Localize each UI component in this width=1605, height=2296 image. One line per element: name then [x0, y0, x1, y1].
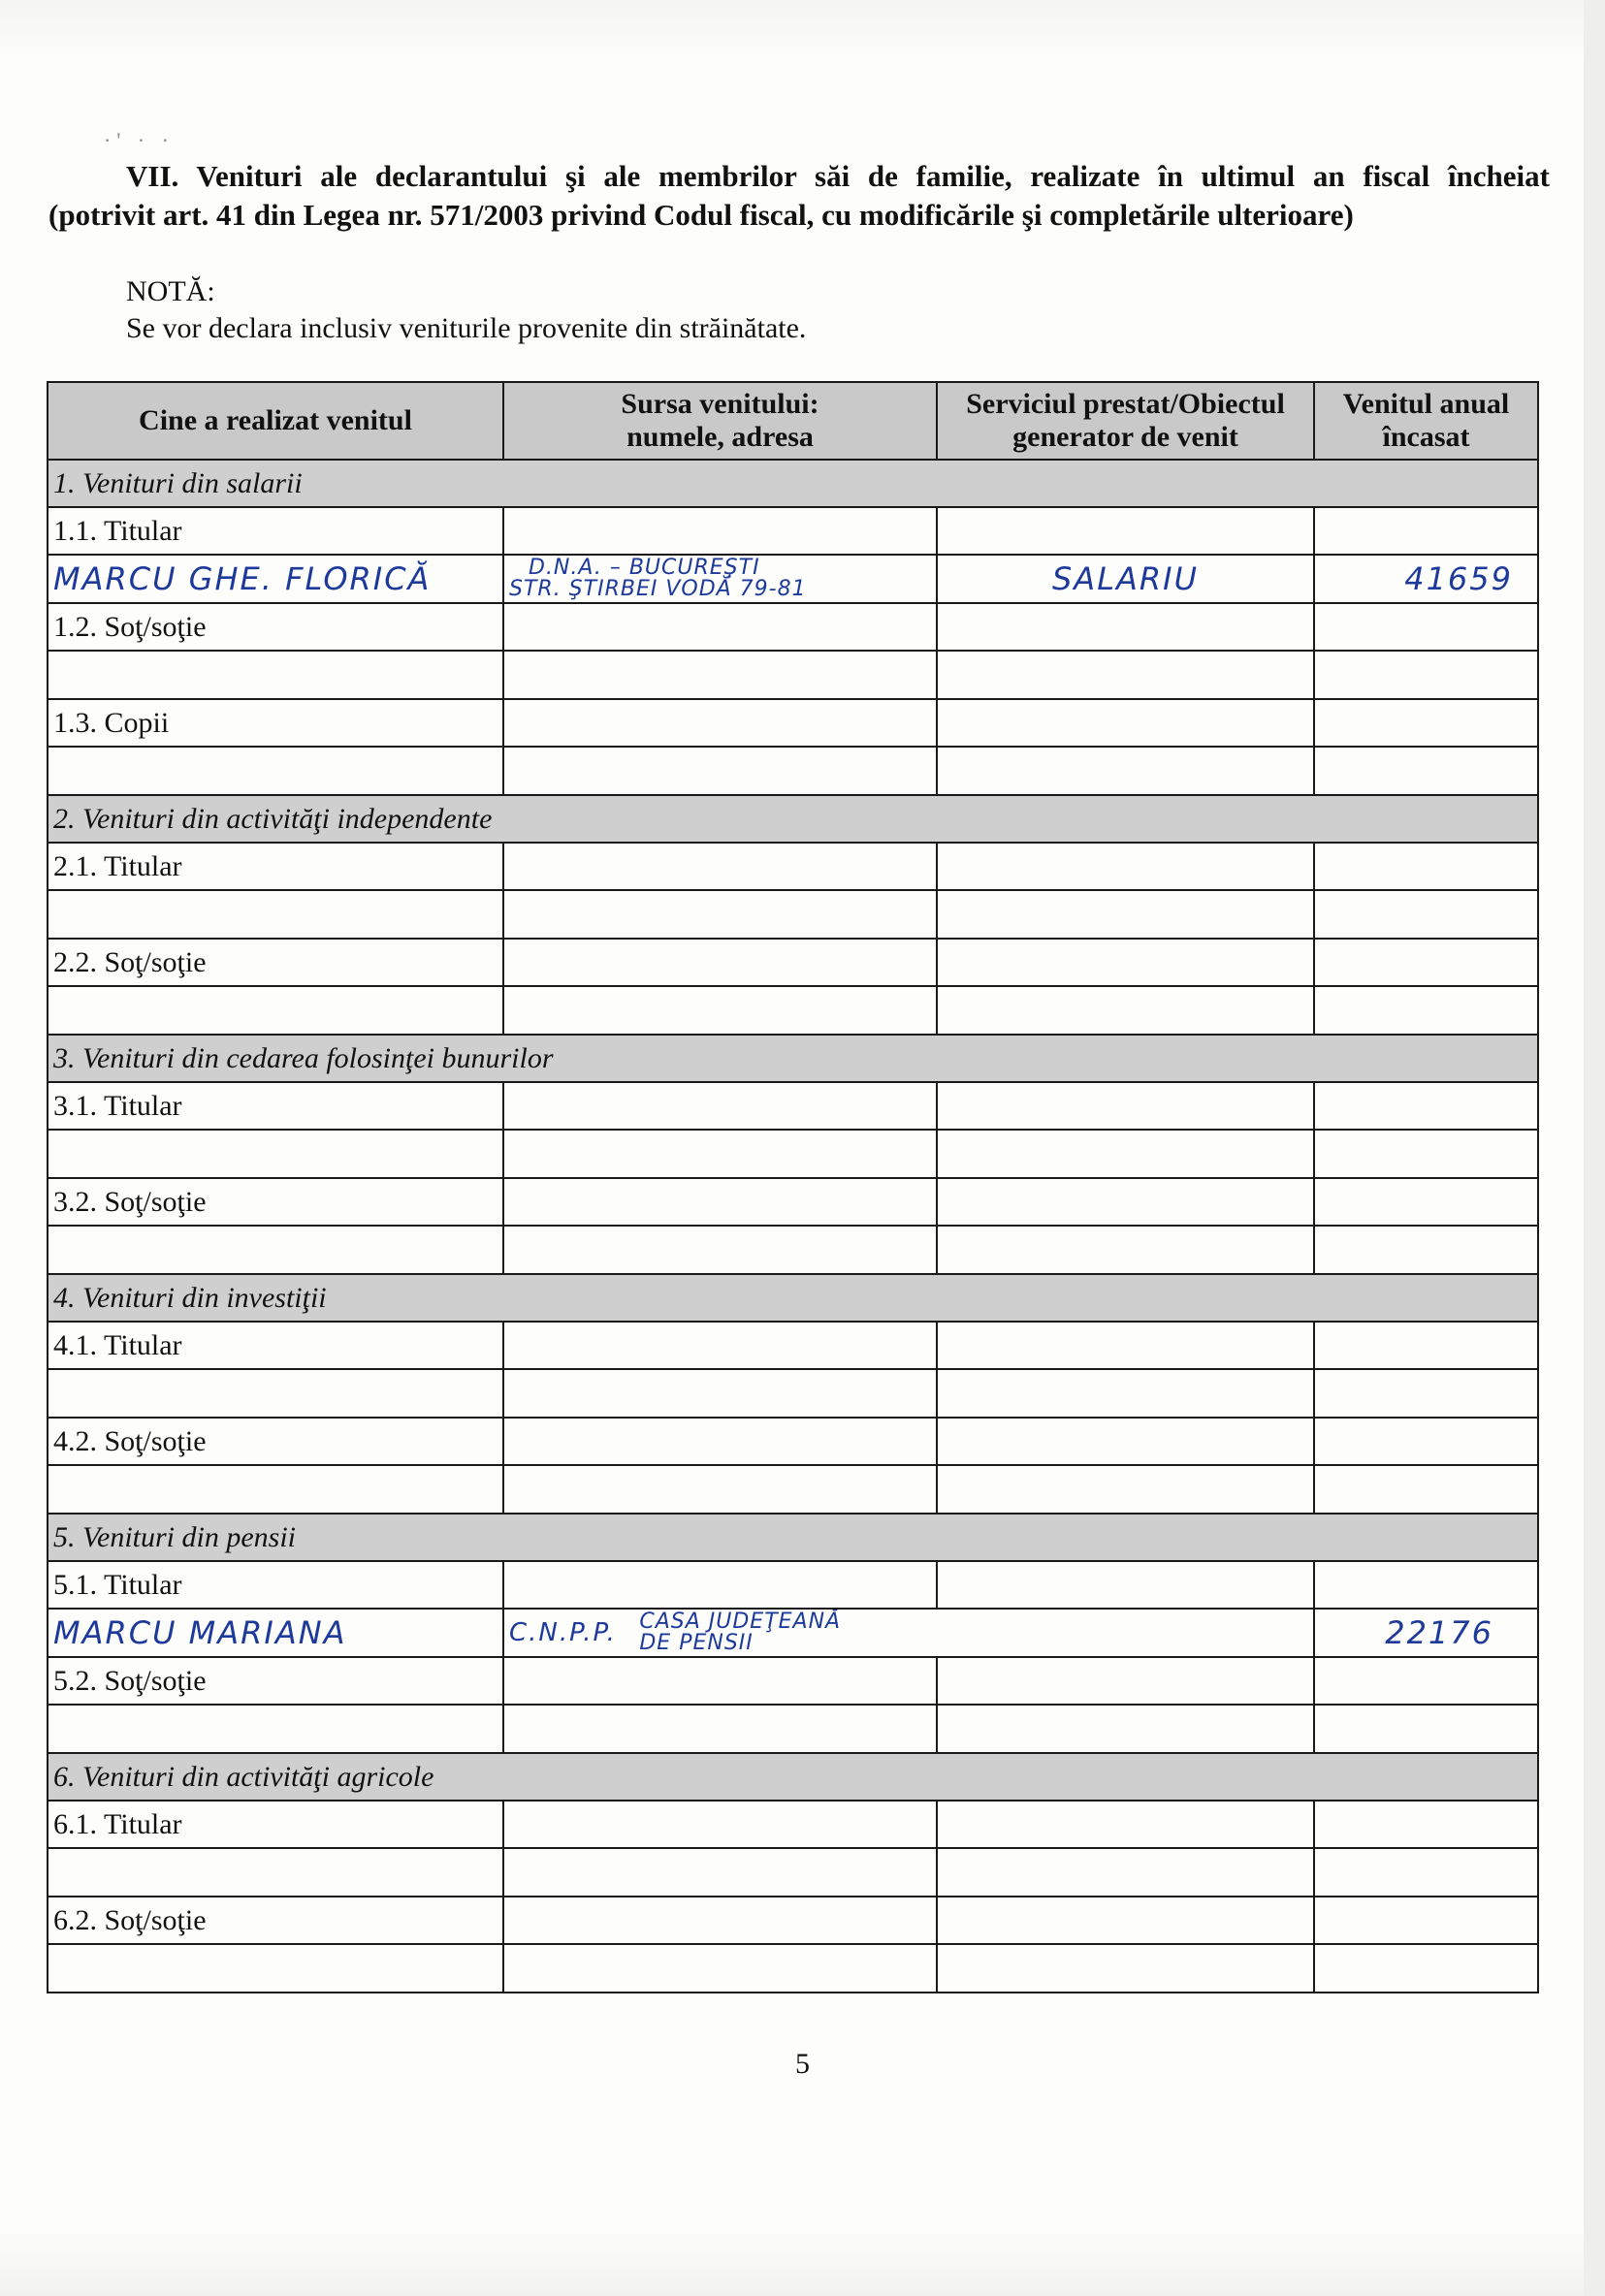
row-label: 5.2. Soţ/soţie — [48, 1657, 503, 1705]
table-row — [48, 507, 1538, 555]
table-row — [48, 1657, 1538, 1705]
table-row — [48, 1848, 1538, 1897]
table-row — [48, 651, 1538, 699]
table-row — [48, 1226, 1538, 1274]
table-header — [48, 382, 1538, 460]
pension-source: C.N.P.P. CASA JUDEŢEANĂ DE PENSII — [503, 1609, 1314, 1657]
row-label: 2.1. Titular — [48, 843, 503, 890]
header-who: Cine a realizat venitul — [48, 382, 503, 460]
page-number: 5 — [795, 2048, 810, 2080]
scan-edge — [1584, 0, 1605, 2296]
table-row — [48, 1178, 1538, 1226]
section-row — [48, 1514, 1538, 1561]
scan-speck: ·' · · — [104, 128, 175, 152]
section-label: 6. Venituri din activităţi agricole — [48, 1753, 1538, 1801]
section-label: 5. Venituri din pensii — [48, 1514, 1538, 1561]
section-label: 2. Venituri din activităţi independente — [48, 795, 1538, 843]
salary-who: MARCU GHE. FLORICĂ — [48, 555, 503, 603]
table-row — [48, 1465, 1538, 1514]
table-row — [48, 1418, 1538, 1465]
table-row — [48, 939, 1538, 986]
entry-row-salary — [48, 555, 1538, 603]
table-row — [48, 1561, 1538, 1609]
table-row — [48, 1897, 1538, 1944]
header-source: Sursa venitului: numele, adresa — [503, 382, 937, 460]
row-label: 6.2. Soţ/soţie — [48, 1897, 503, 1944]
row-label: 4.2. Soţ/soţie — [48, 1418, 503, 1465]
row-label: 4.1. Titular — [48, 1322, 503, 1369]
section-label: 3. Venituri din cedarea folosinţei bunurilor — [48, 1035, 1538, 1082]
header-amount: Venitul anual încasat — [1314, 382, 1538, 460]
salary-source: D.N.A. – BUCUREŞTI STR. ŞTIRBEI VODĂ 79-81 — [503, 555, 937, 603]
heading-line-1: VII. Venituri ale declarantului şi ale membrilor săi de familie, realizate în ultimul an fiscal încheiat — [126, 159, 1550, 193]
table-row — [48, 1944, 1538, 1993]
row-label: 1.2. Soţ/soţie — [48, 603, 503, 651]
pension-amount: 22176 — [1314, 1609, 1538, 1657]
entry-row-pension — [48, 1609, 1538, 1657]
header-service: Serviciul prestat/Obiectul generator de venit — [937, 382, 1314, 460]
row-label: 1.3. Copii — [48, 699, 503, 747]
section-row — [48, 795, 1538, 843]
note-label: NOTĂ: — [126, 275, 215, 307]
table-row — [48, 699, 1538, 747]
table-row — [48, 986, 1538, 1035]
table-row — [48, 1705, 1538, 1753]
table-row — [48, 603, 1538, 651]
table-row — [48, 843, 1538, 890]
row-label: 3.1. Titular — [48, 1082, 503, 1130]
table-row — [48, 1322, 1538, 1369]
row-label: 6.1. Titular — [48, 1801, 503, 1848]
income-table — [47, 381, 1539, 1993]
pension-who: MARCU MARIANA — [48, 1609, 503, 1657]
table-row — [48, 1369, 1538, 1418]
table-row — [48, 890, 1538, 939]
section-row — [48, 1753, 1538, 1801]
row-label: 3.2. Soţ/soţie — [48, 1178, 503, 1226]
section-row — [48, 1274, 1538, 1322]
row-label: 5.1. Titular — [48, 1561, 503, 1609]
section-row — [48, 1035, 1538, 1082]
note-text: Se vor declara inclusiv veniturile provenite din străinătate. — [126, 312, 807, 344]
table-row — [48, 1082, 1538, 1130]
table-row — [48, 1130, 1538, 1178]
row-label: 1.1. Titular — [48, 507, 503, 555]
salary-amount: 41659 — [1314, 555, 1538, 603]
salary-service: SALARIU — [937, 555, 1314, 603]
table-row — [48, 1801, 1538, 1848]
row-label: 2.2. Soţ/soţie — [48, 939, 503, 986]
section-label: 4. Venituri din investiţii — [48, 1274, 1538, 1322]
note-block — [126, 273, 806, 347]
table-row — [48, 747, 1538, 795]
heading-line-2: (potrivit art. 41 din Legea nr. 571/2003 privind Codul fiscal, cu modificările şi completările ulterioare) — [48, 198, 1354, 232]
section-row — [48, 460, 1538, 507]
section-label: 1. Venituri din salarii — [48, 460, 1538, 507]
section-heading — [48, 157, 1550, 235]
